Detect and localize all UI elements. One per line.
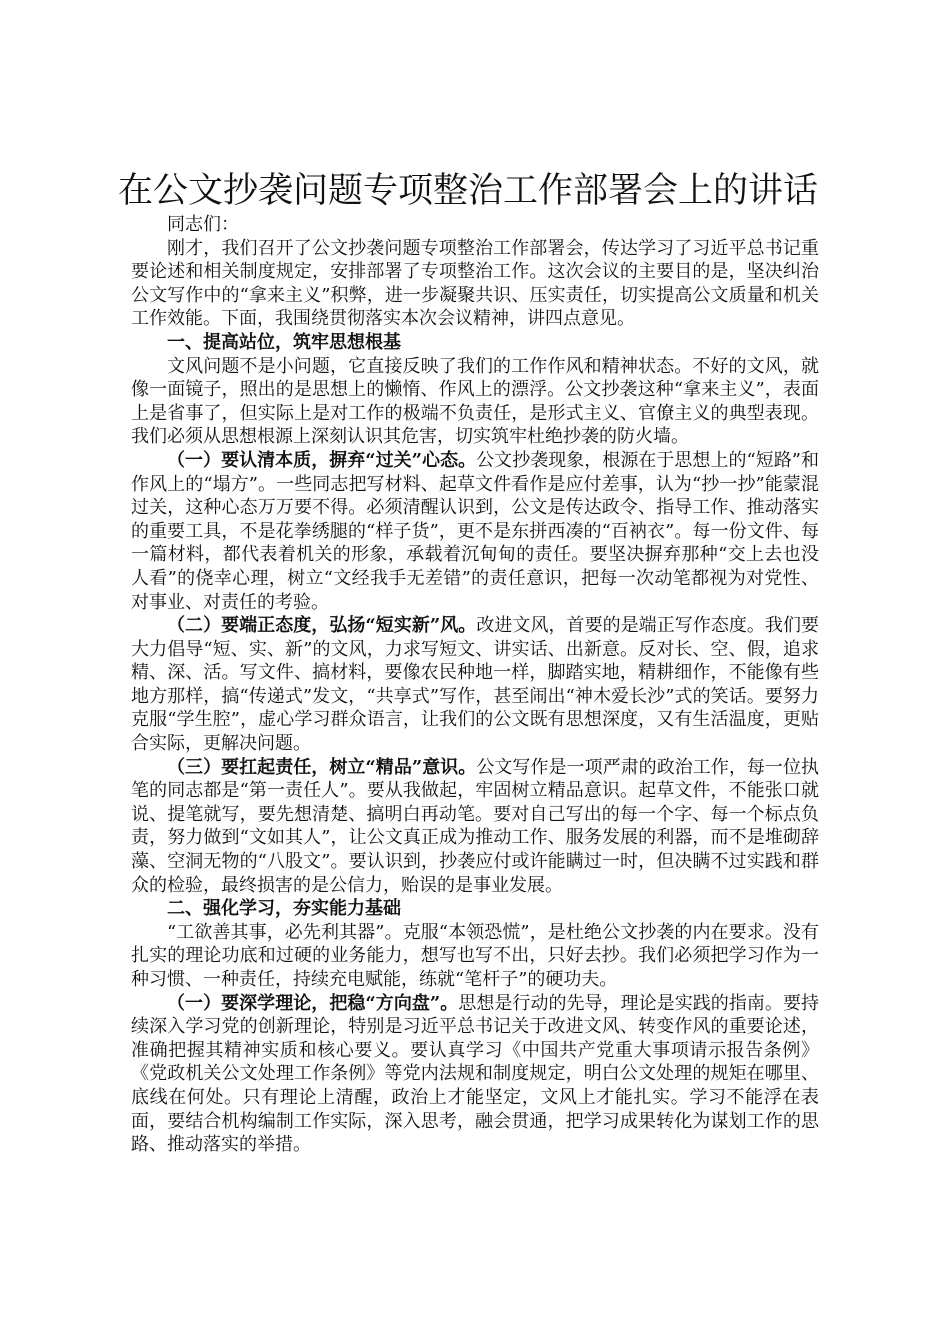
body-paragraph: [131, 756, 819, 898]
paragraph-lead: （二）要端正态度，弘扬“短实新”风。: [167, 615, 477, 637]
body-paragraph: [131, 614, 819, 756]
paragraph-lead: （一）要认清本质，摒弃“过关”心态。: [167, 449, 477, 471]
section-heading: 二、强化学习，夯实能力基础: [167, 898, 401, 920]
paragraph-text: 思想是行动的先导，理论是实践的指南。要持续深入学习党的创新理论，特别是习近平总书记关于改进文风、转变作风的重要论述，准确把握其精神实质和核心要义。要认真学习《中国共产党重大事项请示报告条例》《党政机关公文处理工作条例》等党内法规和制度规定，明白公文处理的规矩在哪里、底线在何处。只有理论上清醒，政治上才能坚定，文风上才能扎实。学习不能浮在表面，要结合机构编制工作实际，深入思考，融会贯通，把学习成果转化为谋划工作的思路、推动落实的举措。: [131, 992, 819, 1156]
body-paragraph: [131, 449, 819, 614]
body-paragraph: [131, 992, 819, 1157]
paragraph-text: 公文抄袭现象，根源在于思想上的“短路”和作风上的“塌方”。一些同志把写材料、起草文件看作是应付差事，认为“抄一抄”能蒙混过关，这种心态万万要不得。必须清醒认识到，公文是传达政令、指导工作、推动落实的重要工具，不是花拳绣腿的“样子货”，更不是东拼西凑的“百衲衣”。每一份文件、每一篇材料，都代表着机关的形象，承载着沉甸甸的责任。要坚决摒弃那种“交上去也没人看”的侥幸心理，树立“文经我手无差错”的责任意识，把每一次动笔都视为对党性、对事业、对责任的考验。: [131, 449, 819, 613]
paragraph-text: 改进文风，首要的是端正写作态度。我们要大力倡导“短、实、新”的文风，力求写短文、讲实话、出新意。反对长、空、假，追求精、深、活。写文件、搞材料，要像农民种地一样，脚踏实地，精耕细作，不能像有些地方那样，搞“传递式”发文，“共享式”写作，甚至闹出“神木爱长沙”式的笑话。要努力克服“学生腔”，虚心学习群众语言，让我们的公文既有思想深度，又有生活温度，更贴合实际，更解决问题。: [131, 615, 819, 755]
intro-paragraph: 刚才，我们召开了公文抄袭问题专项整治工作部署会，传达学习了习近平总书记重要论述和相关制度规定，安排部署了专项整治工作。这次会议的主要目的是，坚决纠治公文写作中的“拿来主义”积弊，进一步凝聚共识、压实责任，切实提高公文质量和机关工作效能。下面，我围绕贯彻落实本次会议精神，讲四点意见。: [131, 237, 819, 330]
document-body: [131, 213, 819, 1157]
salutation: 同志们：: [167, 214, 239, 235]
paragraph-lead: （一）要深学理论，把稳“方向盘”。: [167, 992, 459, 1014]
section-heading: 一、提高站位，筑牢思想根基: [167, 331, 401, 353]
paragraph-lead: （三）要扛起责任，树立“精品”意识。: [167, 756, 477, 778]
paragraph-text: 公文写作是一项严肃的政治工作，每一位执笔的同志都是“第一责任人”。要从我做起，牢固树立精品意识。起草文件，不能张口就说、提笔就写，要先想清楚、搞明白再动笔。要对自己写出的每一个字、每一个标点负责，努力做到“文如其人”，让公文真正成为推动工作、服务发展的利器，而不是堆砌辞藻、空洞无物的“八股文”。要认识到，抄袭应付或许能瞒过一时，但决瞒不过实践和群众的检验，最终损害的是公信力，贻误的是事业发展。: [131, 756, 819, 896]
section-intro-paragraph: “工欲善其事，必先利其器”。克服“本领恐慌”，是杜绝公文抄袭的内在要求。没有扎实的理论功底和过硬的业务能力，想写也写不出，只好去抄。我们必须把学习作为一种习惯、一种责任，持续充电赋能，练就“笔杆子”的硬功夫。: [131, 921, 819, 990]
section-intro-paragraph: 文风问题不是小问题，它直接反映了我们的工作作风和精神状态。不好的文风，就像一面镜子，照出的是思想上的懒惰、作风上的漂浮。公文抄袭这种“拿来主义”，表面上是省事了，但实际上是对工作的极端不负责任，是形式主义、官僚主义的典型表现。我们必须从思想根源上深刻认识其危害，切实筑牢杜绝抄袭的防火墙。: [131, 355, 819, 448]
document-title: 在公文抄袭问题专项整治工作部署会上的讲话: [118, 171, 819, 211]
